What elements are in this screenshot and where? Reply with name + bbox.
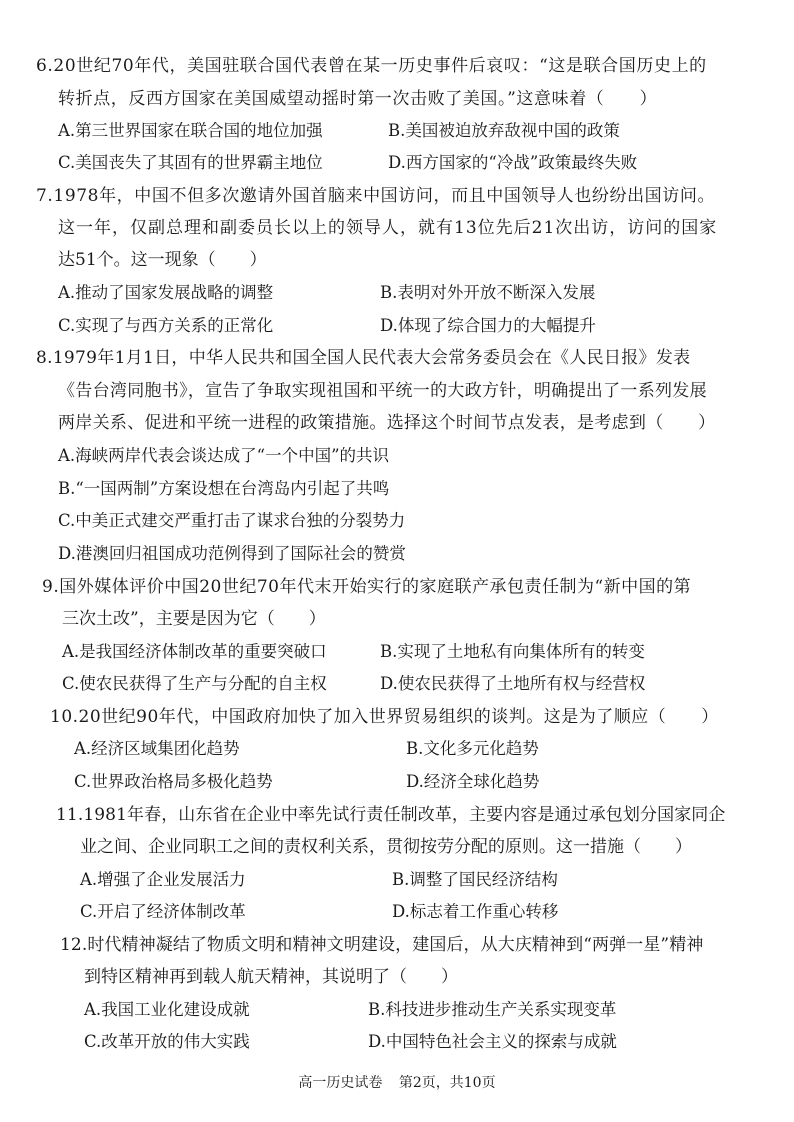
question-11-stem-line-2: 业之间、企业同职工之间的责权利关系，贯彻按劳分配的原则。这一措施（ ） — [80, 837, 692, 857]
question-11-option-d: D.标志着工作重心转移 — [392, 902, 559, 921]
question-8-option-b: B.“一国两制”方案设想在台湾岛内引起了共鸣 — [58, 479, 390, 498]
question-10-option-d: D.经济全球化趋势 — [406, 772, 540, 791]
question-11-option-b: B.调整了国民经济结构 — [392, 870, 558, 889]
question-8-stem-line-3: 两岸关系、促进和平统一进程的政策措施。选择这个时间节点发表，是考虑到（ ） — [58, 413, 716, 433]
question-11-option-c: C.开启了经济体制改革 — [80, 902, 246, 921]
question-8-option-a: A.海峡两岸代表会谈达成了“一个中国”的共识 — [58, 446, 390, 465]
question-9-option-a: A.是我国经济体制改革的重要突破口 — [62, 642, 327, 661]
question-10-option-a: A.经济区域集团化趋势 — [74, 739, 240, 758]
question-7-option-c: C.实现了与西方关系的正常化 — [58, 316, 274, 335]
question-9-option-d: D.使农民获得了土地所有权与经营权 — [380, 674, 646, 693]
question-9-option-c: C.使农民获得了生产与分配的自主权 — [62, 674, 327, 693]
question-11-option-a: A.增强了企业发展活力 — [80, 870, 246, 889]
question-6-option-c: C.美国丧失了其固有的世界霸主地位 — [58, 153, 323, 172]
question-7-stem-line-1: 7.1978年，中国不但多次邀请外国首脑来中国访问，而且中国领导人也纷纷出国访问。 — [36, 186, 716, 206]
question-9-stem-line-2: 三次土改”，主要是因为它（ ） — [62, 609, 326, 629]
question-12-stem-line-2: 到特区精神再到载人航天精神，其说明了（ ） — [84, 967, 458, 987]
question-6-option-a: A.第三世界国家在联合国的地位加强 — [58, 121, 323, 140]
question-7-stem-line-2: 这一年，仅副总理和副委员长以上的领导人，就有13位先后21次出访，访问的国家 — [58, 218, 718, 238]
question-7-option-a: A.推动了国家发展战略的调整 — [58, 283, 274, 302]
page-footer — [0, 1072, 794, 1092]
question-10-option-c: C.世界政治格局多极化趋势 — [74, 772, 273, 791]
question-6-stem-line-1: 6.20世纪70年代，美国驻联合国代表曾在某一历史事件后哀叹：“这是联合国历史上的 — [36, 56, 707, 76]
footer-page-number: 第2页，共10页 — [398, 1075, 496, 1091]
question-6-option-d: D.西方国家的“冷战”政策最终失败 — [388, 153, 638, 172]
question-9-stem-line-1: 9.国外媒体评价中国20世纪70年代末开始实行的家庭联产承包责任制为“新中国的第 — [42, 577, 692, 597]
question-12-option-c: C.改革开放的伟大实践 — [84, 1032, 250, 1051]
footer-subject: 高一历史试卷 — [298, 1075, 383, 1091]
question-7-option-b: B.表明对外开放不断深入发展 — [380, 283, 596, 302]
question-12-option-d: D.中国特色社会主义的探索与成就 — [368, 1032, 617, 1051]
question-6-stem-line-2: 转折点，反西方国家在美国威望动摇时第一次击败了美国。”这意味着（ ） — [58, 89, 658, 109]
question-8-stem-line-1: 8.1979年1月1日，中华人民共和国全国人民代表大会常务委员会在《人民日报》发表 — [36, 348, 691, 368]
question-10-option-b: B.文化多元化趋势 — [406, 739, 539, 758]
question-6-option-b: B.美国被迫放弃敌视中国的政策 — [388, 121, 620, 140]
question-8-stem-line-2: 《告台湾同胞书》，宣告了争取实现祖国和平统一的大政方针，明确提出了一系列发展 — [58, 381, 707, 401]
question-7-option-d: D.体现了综合国力的大幅提升 — [380, 316, 596, 335]
question-12-option-a: A.我国工业化建设成就 — [84, 1000, 250, 1019]
question-8-option-d: D.港澳回归祖国成功范例得到了国际社会的赞赏 — [58, 544, 406, 563]
question-12-stem-line-1: 12.时代精神凝结了物质文明和精神文明建设，建国后，从大庆精神到“两弹一星”精神 — [60, 935, 704, 955]
question-9-option-b: B.实现了土地私有向集体所有的转变 — [380, 642, 645, 661]
question-7-stem-line-3: 达51个。这一现象（ ） — [58, 250, 267, 270]
question-8-option-c: C.中美正式建交严重打击了谋求台独的分裂势力 — [58, 511, 406, 530]
question-12-option-b: B.科技进步推动生产关系实现变革 — [368, 1000, 617, 1019]
question-11-stem-line-1: 11.1981年春，山东省在企业中率先试行责任制改革，主要内容是通过承包划分国家同企 — [56, 805, 726, 825]
question-10-stem-line-1: 10.20世纪90年代，中国政府加快了加入世界贸易组织的谈判。这是为了顺应（ ） — [50, 707, 719, 727]
